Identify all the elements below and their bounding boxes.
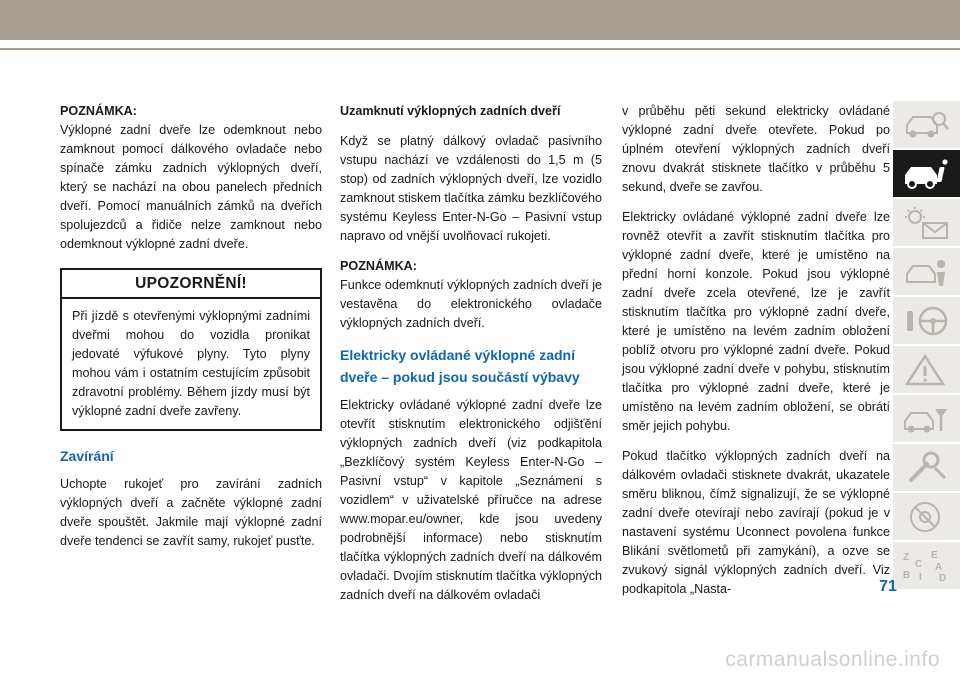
steering-wheel-start-icon: [901, 303, 951, 339]
car-search-icon: [901, 107, 951, 143]
note-label-2: POZNÁMKA:: [340, 259, 417, 273]
warning-title: UPOZORNĚNÍ!: [62, 270, 320, 299]
index-letter: D: [939, 573, 947, 584]
page-number: 71: [879, 578, 897, 595]
power-paragraph: Elektricky ovládané výklopné zadní dveře lze otevřít stisknutím elektronického odjišťění výklopných zadních dveří (viz podkapitola „Bezklíčový systém Keyless Enter-N-Go – Pasivní vstup“ v kapitole „Seznámení s vozidlem“ v uživatelské příručce na adrese www.mopar.eu/owner, kde jsou uvedeny podrobnější informace) nebo stisknutím tlačítka výklopných zadních dveří na dálkovém ovladači. Dvojím stisknutím tlačítka výklopných zadních dveří na dálkovém ovladači: [340, 398, 602, 602]
index-letter: Z: [903, 552, 910, 563]
index-letters-icon: [901, 548, 951, 584]
note-text: Výklopné zadní dveře lze odemknout nebo zamknout pomocí dálkového ovladače nebo spínače zámku zadních výklopných dveří, který se nachází na obou panelech předních dveří. Pomocí manuálních zámků na dveřích spolujezdců a řidiče nelze zamknout nebo odemknout výklopné zadní dveře.: [60, 123, 322, 251]
index-letter: I: [919, 572, 922, 583]
roadside-emergency-icon: [901, 352, 951, 388]
tab-emergency[interactable]: [893, 346, 960, 393]
tab-warning-lights[interactable]: [893, 199, 960, 246]
tab-multimedia[interactable]: [893, 493, 960, 540]
car-safety-icon: [901, 254, 951, 290]
note-text-2: Funkce odemknutí výklopných zadních dveří je vestavěna do elektronického ovladače výklopných zadních dveří.: [340, 278, 602, 330]
subheading-lock: Uzamknutí výklopných zadních dveří: [340, 104, 561, 118]
top-color-band: [0, 0, 960, 40]
index-letter: E: [931, 550, 938, 561]
wrench-specs-icon: [901, 450, 951, 486]
car-service-icon: [901, 401, 951, 437]
tab-safety[interactable]: [893, 248, 960, 295]
note-label: POZNÁMKA:: [60, 104, 137, 118]
tab-service[interactable]: [893, 395, 960, 442]
text-column-3: [622, 102, 890, 610]
note-paragraph: [60, 102, 322, 254]
paragraph-3: Pokud tlačítko výklopných zadních dveří na dálkovém ovladači stisknete dvakrát, ukazatele směru bliknou, čímž signalizují, že se výklopné zadní dveře otevírají nebo zavírají (pokud je v nastavení systému Uconnect povolena funkce Blikání světlometů při zamykání), a ozve se zvukový signál výklopných zadních dveří. Viz podkapitola „Nasta-: [622, 449, 890, 596]
index-letter: A: [935, 562, 943, 573]
car-info-icon: [901, 156, 951, 192]
chapter-tabs: [893, 101, 960, 591]
section-heading-power-liftgate: Elektricky ovládané výklopné zadní dveře – pokud jsou součástí výbavy: [340, 347, 580, 385]
watermark: carmanualsonline.info: [725, 648, 940, 671]
closing-paragraph: Uchopte rukojeť pro zavírání zadních výklopných dveří a začněte výklopné zadní dveře spouštět. Jakmile mají výklopné zadní dveře tendenci se zavřít samy, rukojeť pusťte.: [60, 477, 322, 548]
radio-multimedia-icon: [901, 499, 951, 535]
paragraph-1: v průběhu pěti sekund elektricky ovládané výklopné zadní dveře otevřete. Pokud po úplném otevření výklopných zadních dveří znovu dvakrát stisknete tlačítko v průběhu 5 sekund, dveře se zavřou.: [622, 104, 890, 194]
tab-car-info[interactable]: [893, 150, 960, 197]
top-divider-line: [0, 48, 960, 50]
warning-box: [60, 268, 322, 431]
paragraph-2: Elektricky ovládané výklopné zadní dveře lze rovněž otevřít a zavřít stisknutím tlačítka pro výklopné zadní dveře, které je umístěno na přední horní konzole. Pokud jsou výklopné zadní dveře zcela otevřené, lze je zavřít stisknutím tlačítka pro výklopné zadní dveře, které je umístěno na levém zadním obložení poblíž otvoru pro výklopné zadní dveře. Pokud jsou výklopné zadní dveře v pohybu, stisknutím tlačítka pro výklopné zadní dveře, které je umístěno na levém zadním obložení, se obrátí směr jejich pohybu.: [622, 210, 890, 433]
lock-paragraph: Když se platný dálkový ovladač pasivního vstupu nachází ve vzdálenosti do 1,5 m (5 stop) od zadních výklopných dveří, lze vozidlo zamknout stiskem tlačítka zámku bezklíčového systému Keyless Enter-N-Go – Pasivní vstup napravo od vnější uvolňovací rukojeti.: [340, 134, 602, 243]
index-letter: C: [915, 559, 923, 570]
tab-car-search[interactable]: [893, 101, 960, 148]
section-heading-closing: Zavírání: [60, 448, 114, 464]
warning-light-message-icon: [901, 205, 951, 241]
index-letter: B: [903, 570, 911, 581]
tab-technical-specs[interactable]: [893, 444, 960, 491]
text-column-2: [340, 102, 602, 616]
warning-text: Při jízdě s otevřenými výklopnými zadními dveřmi mohou do vozidla pronikat jedovaté výfukové plyny. Tyto plyny mohou vám i ostatním cestujícím způsobit zdravotní problémy. Během jízdy musí být výklopné zadní dveře zavřeny.: [72, 309, 310, 418]
tab-starting-driving[interactable]: [893, 297, 960, 344]
note-paragraph-2: [340, 257, 602, 333]
text-column-1: [60, 102, 322, 562]
